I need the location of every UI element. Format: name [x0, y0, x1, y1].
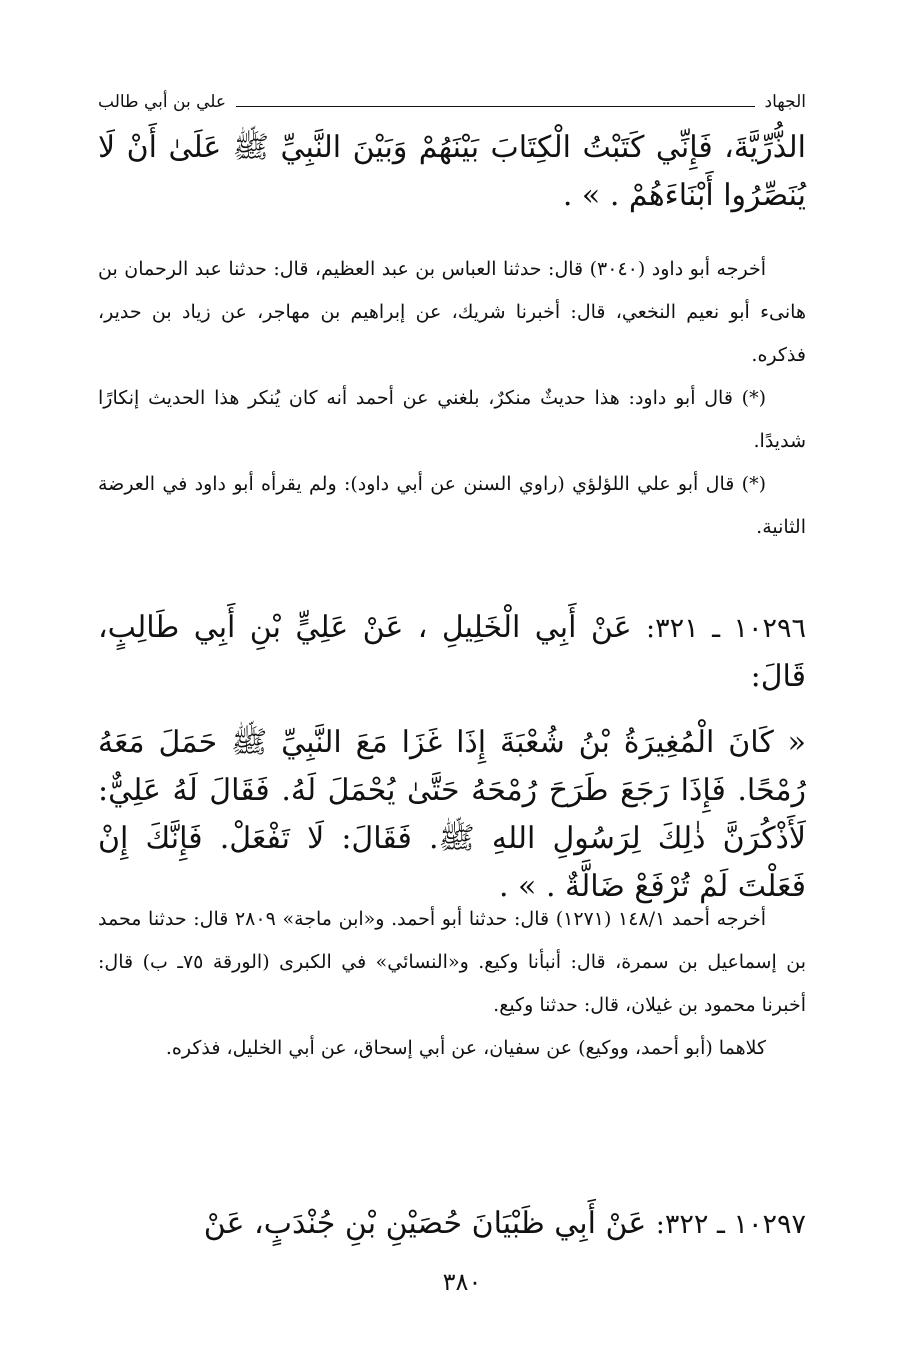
note-comment-2: (*) قال أبو علي اللؤلؤي (راوي السنن عن أبي داود): ولم يقرأه أبو داود في العرضة الثانية.	[98, 473, 806, 538]
notes-block-1	[98, 248, 806, 549]
note-takhrij-3: كلاهما (أبو أحمد، ووكيع) عن سفيان، عن أبي إسحاق، عن أبي الخليل، فذكره.	[165, 1037, 766, 1059]
hadith-10296-intro: عَنْ أَبِي الْخَلِيلِ ، عَنْ عَلِيٍّ بْنِ أَبِي طَالِبٍ، قَالَ:	[98, 610, 806, 694]
header-subject: علي بن أبي طالب	[98, 92, 227, 112]
hadith-10296-number: ١٠٢٩٦ ـ ٣٢١:	[646, 613, 806, 644]
hadith-10296-isnad	[98, 604, 806, 701]
notes-block-2	[98, 898, 806, 1070]
hadith-10297-number: ١٠٢٩٧ ـ ٣٢٢:	[655, 1209, 806, 1240]
header-rule	[236, 106, 755, 107]
page-number: ٣٨٠	[442, 1268, 482, 1296]
header-chapter: الجهاد	[764, 92, 806, 112]
hadith-10297-isnad	[98, 1200, 806, 1249]
running-header	[98, 92, 806, 112]
hadith-continuation	[98, 124, 806, 220]
note-takhrij-2: أخرجه أحمد ١٤٨/١ (١٢٧١) قال: حدثنا أبو أحمد. و«ابن ماجة» ٢٨٠٩ قال: حدثنا محمد بن إسماعيل بن سمرة، قال: أنبأنا وكيع. و«النسائي» في الكبرى (الورقة ٧٥ـ ب) قال: أخبرنا محمود بن غيلان، قال: حدثنا وكيع.	[98, 908, 807, 1016]
hadith-10297-intro: عَنْ أَبِي ظَبْيَانَ حُصَيْنِ بْنِ جُنْدَبٍ، عَنْ	[203, 1206, 647, 1241]
hadith-10296	[98, 604, 806, 911]
hadith-10297	[98, 1200, 806, 1249]
note-takhrij-1: أخرجه أبو داود (٣٠٤٠) قال: حدثنا العباس بن عبد العظيم، قال: حدثنا عبد الرحمان بن هانىء أبو نعيم النخعي، قال: أخبرنا شريك، عن إبراهيم بن مهاجر، عن زياد بن حدير، فذكره.	[98, 258, 806, 366]
continuation-text: الذُّرِّيَّةَ، فَإِنِّي كَتَبْتُ الْكِتَابَ بَيْنَهُمْ وَبَيْنَ النَّبِيِّ ﷺ عَلَىٰ أَنْ لَا يُنَصِّرُوا أَبْنَاءَهُمْ . » .	[98, 130, 806, 213]
hadith-10296-matn: « كَانَ الْمُغِيرَةُ بْنُ شُعْبَةَ إِذَا غَزَا مَعَ النَّبِيِّ ﷺ حَمَلَ مَعَهُ رُمْحًا. فَإِذَا رَجَعَ طَرَحَ رُمْحَهُ حَتَّىٰ يُحْمَلَ لَهُ. فَقَالَ لَهُ عَلِيٌّ: لَأَذْكُرَنَّ ذٰلِكَ لِرَسُولِ اللهِ ﷺ. فَقَالَ: لَا تَفْعَلْ. فَإِنَّكَ إِنْ فَعَلْتَ لَمْ تُرْفَعْ ضَالَّةٌ . » .	[98, 725, 806, 904]
note-comment-1: (*) قال أبو داود: هذا حديثٌ منكرٌ، بلغني عن أحمد أنه كان يُنكر هذا الحديث إنكارًا شديدًا.	[98, 387, 806, 452]
